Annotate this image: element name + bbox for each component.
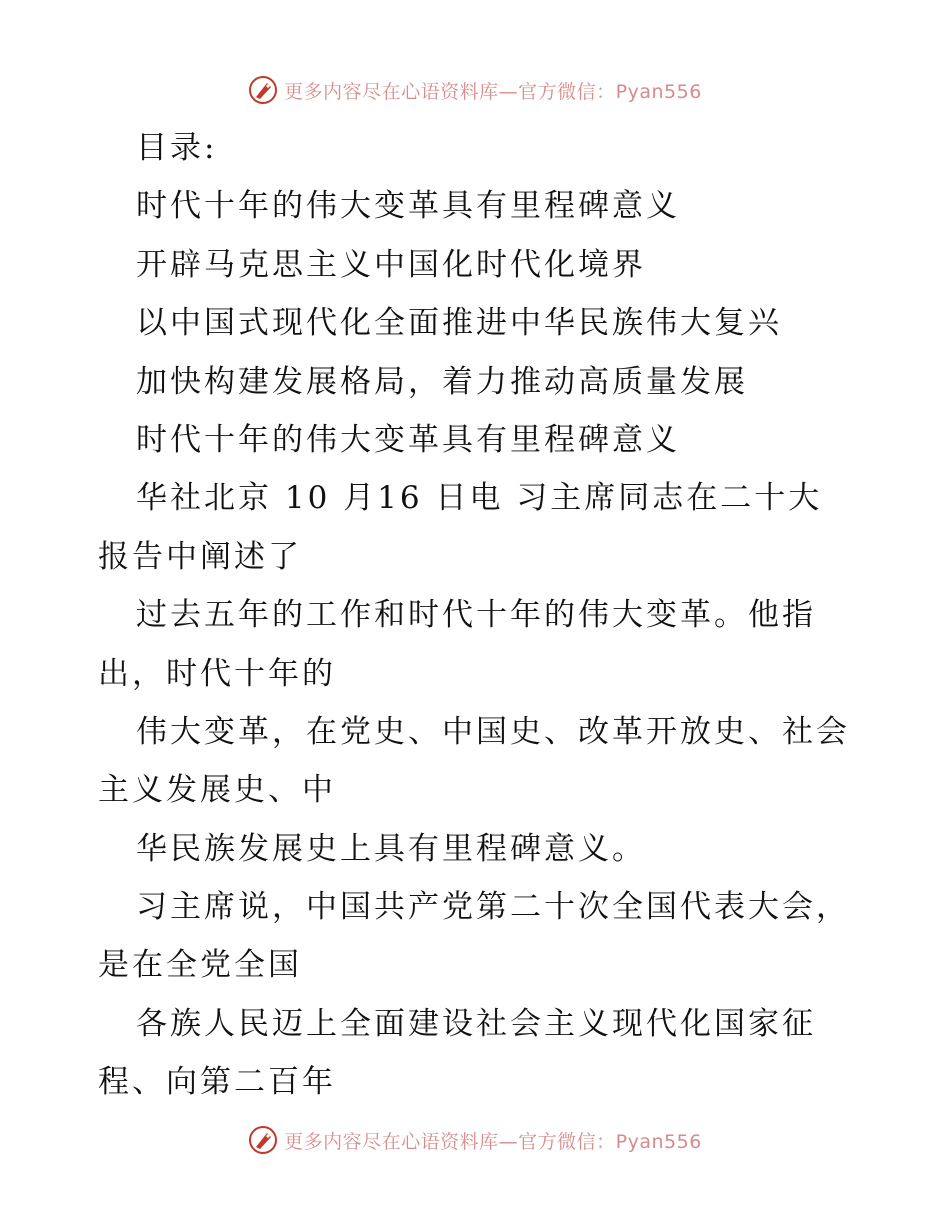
text-line: 以中国式现代化全面推进中华民族伟大复兴 xyxy=(136,305,782,342)
footer-banner-text: 更多内容尽在心语资料库—官方微信：Pyan556 xyxy=(284,1130,702,1153)
header-banner xyxy=(0,70,950,110)
text-line: 开辟马克思主义中国化时代化境界 xyxy=(136,246,646,283)
text-line: 伟大变革，在党史、中国史、改革开放史、社会 xyxy=(136,713,850,750)
text-line: 程、向第二百年 xyxy=(98,1064,336,1101)
text-line: 是在全党全国 xyxy=(98,947,302,984)
text-line: 加快构建发展格局，着力推动高质量发展 xyxy=(136,363,748,400)
text-line: 目录: xyxy=(136,130,218,166)
text-line: 出，时代十年的 xyxy=(98,655,336,692)
header-banner-text: 更多内容尽在心语资料库—官方微信：Pyan556 xyxy=(284,80,702,103)
text-line: 华民族发展史上具有里程碑意义。 xyxy=(136,830,646,867)
text-line: 华社北京 10 月16 日电 习主席同志在二十大 xyxy=(136,480,823,517)
pen-nib-logo-icon xyxy=(248,1125,278,1155)
text-line: 过去五年的工作和时代十年的伟大变革。他指 xyxy=(136,597,816,634)
text-line: 各族人民迈上全面建设社会主义现代化国家征 xyxy=(136,1005,816,1042)
document-body xyxy=(98,119,858,1112)
text-line: 时代十年的伟大变革具有里程碑意义 xyxy=(136,188,680,225)
pen-nib-logo-icon xyxy=(248,75,278,105)
text-line: 习主席说，中国共产党第二十次全国代表大会， xyxy=(136,889,850,926)
text-line: 报告中阐述了 xyxy=(98,538,302,575)
footer-banner xyxy=(0,1120,950,1160)
text-line: 时代十年的伟大变革具有里程碑意义 xyxy=(136,421,680,458)
text-line: 主义发展史、中 xyxy=(98,772,336,809)
